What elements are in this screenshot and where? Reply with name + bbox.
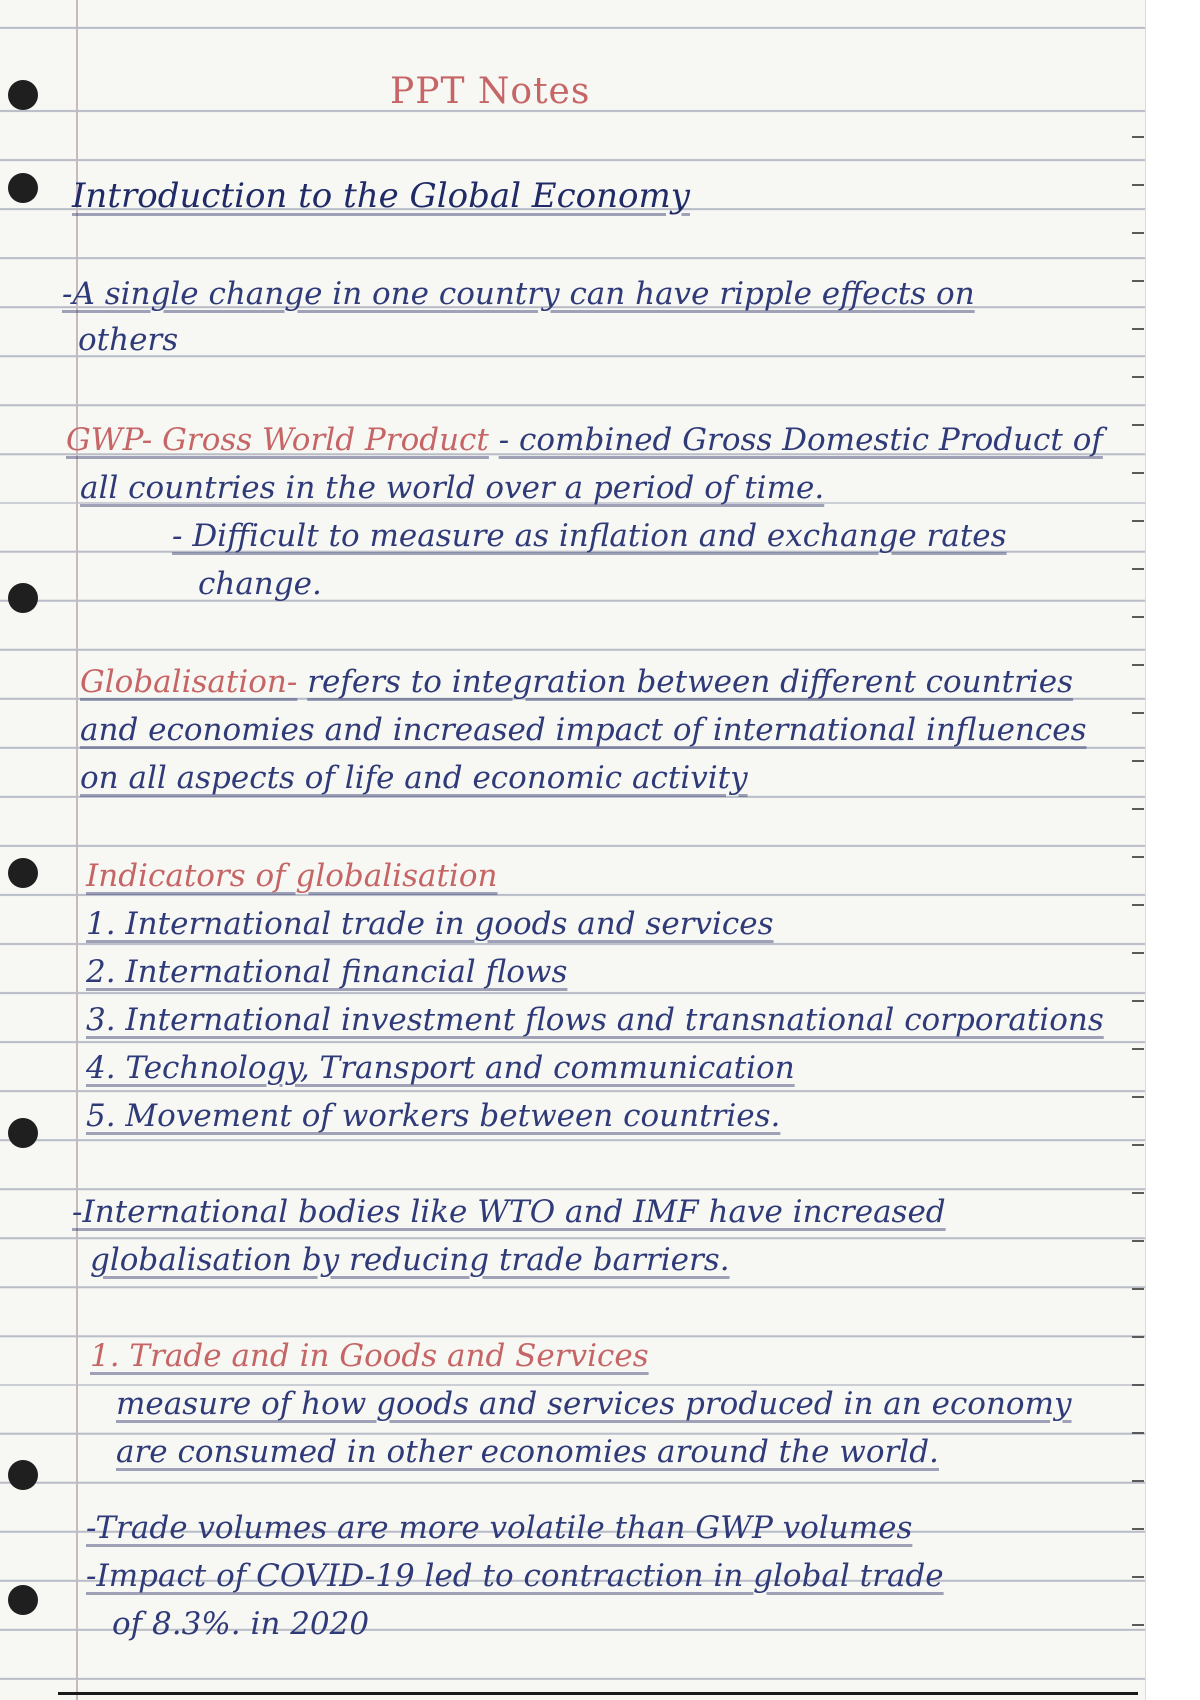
indicators-heading: Indicators of globalisation	[86, 858, 498, 894]
binder-hole-2	[8, 173, 38, 203]
edge-tab	[1132, 1480, 1144, 1482]
edge-tab	[1132, 1144, 1144, 1146]
edge-tab	[1132, 1624, 1144, 1626]
note-gwp-sub-line-2: change.	[198, 566, 322, 602]
note-covid-line-2: of 8.3%. in 2020	[112, 1606, 370, 1642]
edge-tab	[1132, 1096, 1144, 1098]
gwp-term: GWP- Gross World Product	[66, 422, 489, 458]
binder-hole-1	[8, 80, 38, 110]
edge-tab	[1132, 376, 1144, 378]
binder-hole-4	[8, 858, 38, 888]
edge-tab	[1132, 856, 1144, 858]
globalisation-definition-start: refers to integration between different countries	[307, 664, 1074, 700]
edge-tab	[1132, 520, 1144, 522]
edge-tab	[1132, 1528, 1144, 1530]
edge-tab	[1132, 1336, 1144, 1338]
edge-tab	[1132, 1048, 1144, 1050]
note-covid-line-1: -Impact of COVID-19 led to contraction in global trade	[86, 1558, 944, 1594]
note-globalisation-line-3: on all aspects of life and economic activity	[80, 760, 748, 796]
page-title: PPT Notes	[390, 71, 591, 112]
margin-line	[76, 0, 78, 1700]
note-ripple-line-2: others	[78, 322, 179, 358]
edge-tab	[1132, 1288, 1144, 1290]
section-heading: Introduction to the Global Economy	[72, 176, 690, 216]
note-volatile: -Trade volumes are more volatile than GWP volumes	[86, 1510, 913, 1546]
indicator-item: 5. Movement of workers between countries.	[86, 1098, 781, 1134]
edge-tab	[1132, 712, 1144, 714]
indicator-item: 3. International investment flows and transnational corporations	[86, 1002, 1104, 1038]
edge-tab	[1132, 568, 1144, 570]
indicator-item: 4. Technology, Transport and communication	[86, 1050, 795, 1086]
edge-tab	[1132, 1384, 1144, 1386]
note-globalisation-line-1	[80, 662, 1073, 702]
globalisation-term: Globalisation-	[80, 664, 298, 700]
note-bodies-line-2: globalisation by reducing trade barriers.	[90, 1242, 730, 1278]
edge-tab	[1132, 472, 1144, 474]
edge-tab	[1132, 808, 1144, 810]
indicator-item: 2. International financial flows	[86, 954, 568, 990]
edge-tab	[1132, 424, 1144, 426]
edge-tab	[1132, 1576, 1144, 1578]
edge-tab	[1132, 1432, 1144, 1434]
edge-tab	[1132, 328, 1144, 330]
edge-tab	[1132, 1192, 1144, 1194]
edge-tab	[1132, 616, 1144, 618]
binder-hole-3	[8, 583, 38, 613]
trade-heading: 1. Trade and in Goods and Services	[90, 1338, 649, 1374]
binder-hole-6	[8, 1460, 38, 1490]
note-globalisation-line-2: and economies and increased impact of international influences	[80, 712, 1087, 748]
trade-definition-line-1: measure of how goods and services produced in an economy	[116, 1386, 1072, 1422]
edge-tab	[1132, 184, 1144, 186]
binder-hole-5	[8, 1118, 38, 1148]
binder-hole-7	[8, 1585, 38, 1615]
edge-tab	[1132, 280, 1144, 282]
edge-tab	[1132, 664, 1144, 666]
edge-tab	[1132, 136, 1144, 138]
gwp-definition-start: - combined Gross Domestic Product of	[498, 422, 1103, 458]
trade-definition-line-2: are consumed in other economies around the world.	[116, 1434, 939, 1470]
note-bodies-line-1: -International bodies like WTO and IMF have increased	[72, 1194, 946, 1230]
note-gwp-line-2: all countries in the world over a period of time.	[80, 470, 825, 506]
indicator-item: 1. International trade in goods and services	[86, 906, 774, 942]
edge-tab	[1132, 760, 1144, 762]
edge-tab	[1132, 904, 1144, 906]
note-ripple-line-1: -A single change in one country can have ripple effects on	[62, 276, 975, 312]
edge-tab	[1132, 232, 1144, 234]
edge-tab	[1132, 952, 1144, 954]
note-gwp-line-1	[66, 420, 1103, 460]
edge-tab	[1132, 1240, 1144, 1242]
edge-tab	[1132, 1000, 1144, 1002]
note-gwp-sub-line-1: - Difficult to measure as inflation and exchange rates	[172, 518, 1007, 554]
page-bottom-edge	[58, 1692, 1138, 1695]
